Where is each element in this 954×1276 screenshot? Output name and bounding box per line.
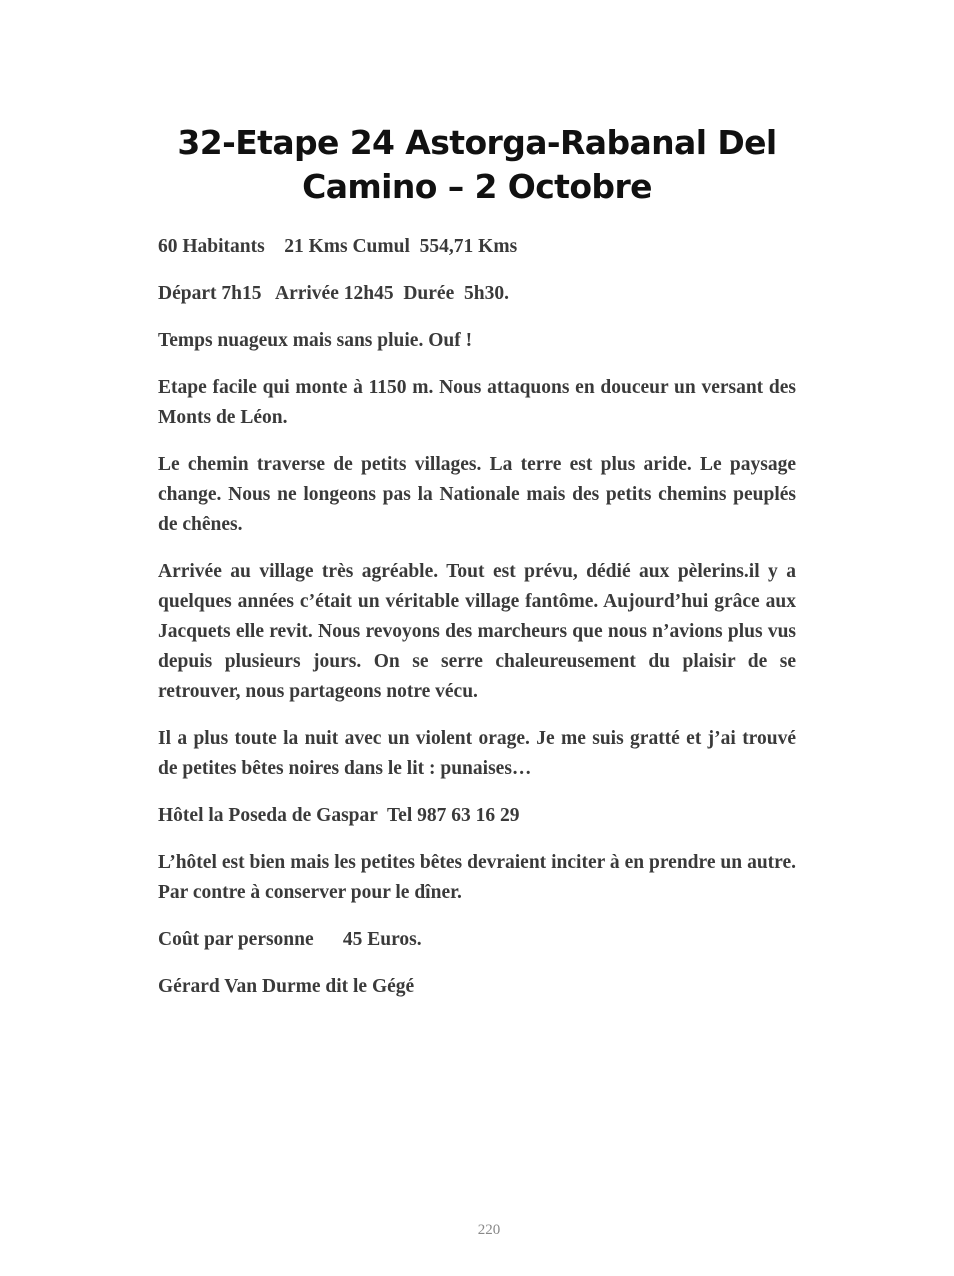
title-line-1: 32-Etape 24 Astorga-Rabanal Del — [177, 123, 777, 162]
paragraph-path: Le chemin traverse de petits villages. La terre est plus aride. Le paysage change. Nous ne longeons pas la Nationale mais des petits chemins peuplés de chênes. — [158, 454, 796, 535]
paragraph-arrival: Arrivée au village très agréable. Tout est prévu, dédié aux pèlerins.il y a quelques années c’était un véritable village fantôme. Aujourd’hui grâce aux Jacquets elle revit. Nous revoyons des marcheurs que nous n’avions plus vus depuis plusieurs jours. On se serre chaleureusement du plaisir de se retrouver, nous partageons notre vécu. — [158, 561, 796, 702]
body-text — [158, 232, 796, 1019]
paragraph-signature: Gérard Van Durme dit le Gégé — [158, 976, 415, 997]
paragraph-stats: 60 Habitants 21 Kms Cumul 554,71 Kms — [158, 236, 518, 257]
page-title — [140, 121, 814, 209]
paragraph-night: Il a plus toute la nuit avec un violent orage. Je me suis gratté et j’ai trouvé de petites bêtes noires dans le lit : punaises… — [158, 728, 796, 779]
page-number: 220 — [477, 1222, 501, 1238]
paragraph-weather: Temps nuageux mais sans pluie. Ouf ! — [158, 330, 473, 351]
title-line-2: Camino – 2 Octobre — [302, 167, 652, 206]
paragraph-times: Départ 7h15 Arrivée 12h45 Durée 5h30. — [158, 283, 509, 304]
paragraph-cost: Coût par personne 45 Euros. — [158, 929, 422, 950]
paragraph-hotel-review: L’hôtel est bien mais les petites bêtes devraient inciter à en prendre un autre. Par contre à conserver pour le dîner. — [158, 852, 796, 903]
paragraph-stage: Etape facile qui monte à 1150 m. Nous attaquons en douceur un versant des Monts de Léon. — [158, 377, 796, 428]
paragraph-hotel: Hôtel la Poseda de Gaspar Tel 987 63 16 29 — [158, 805, 520, 826]
